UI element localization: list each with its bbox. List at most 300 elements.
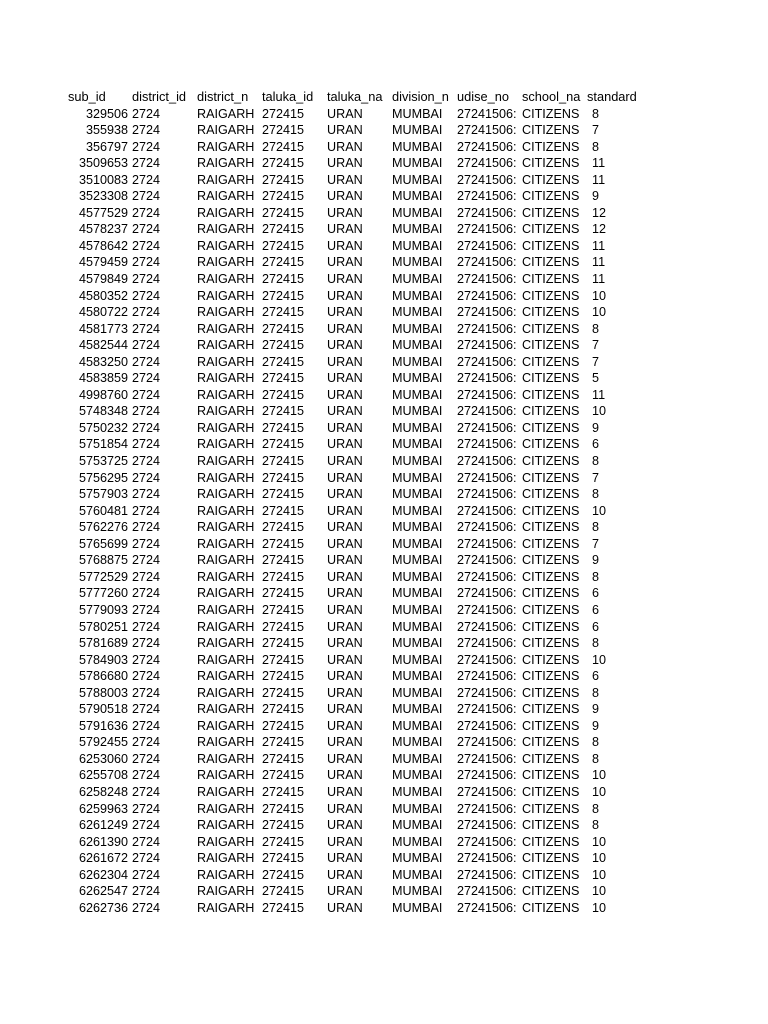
cell-division-name: MUMBAI xyxy=(392,321,443,336)
cell-standard: 9 xyxy=(592,420,600,435)
cell-standard: 8 xyxy=(592,751,600,766)
cell-taluka-name: URAN xyxy=(327,454,363,469)
cell-standard: 9 xyxy=(592,189,600,204)
cell-sub-id: 355938 xyxy=(85,123,128,138)
cell-taluka-name: URAN xyxy=(327,238,363,253)
cell-district-name: RAIGARH xyxy=(197,751,255,766)
cell-district-id: 2724 xyxy=(132,636,161,651)
cell-sub-id: 5753725 xyxy=(78,454,128,469)
table-row xyxy=(65,900,685,917)
cell-standard: 8 xyxy=(592,454,600,469)
cell-district-id: 2724 xyxy=(132,652,161,667)
cell-udise-no: 27241506: xyxy=(457,801,517,816)
cell-school-name: CITIZENS xyxy=(522,685,580,700)
column-header-school-name: school_na xyxy=(522,89,581,104)
cell-school-name: CITIZENS xyxy=(522,222,580,237)
cell-sub-id: 5792455 xyxy=(78,735,128,750)
table-row xyxy=(65,668,685,685)
cell-standard: 8 xyxy=(592,801,600,816)
cell-taluka-id: 272415 xyxy=(262,387,305,402)
cell-division-name: MUMBAI xyxy=(392,520,443,535)
cell-district-name: RAIGARH xyxy=(197,404,255,419)
cell-school-name: CITIZENS xyxy=(522,470,580,485)
cell-udise-no: 27241506: xyxy=(457,404,517,419)
cell-school-name: CITIZENS xyxy=(522,784,580,799)
cell-division-name: MUMBAI xyxy=(392,503,443,518)
cell-district-id: 2724 xyxy=(132,288,161,303)
cell-standard: 11 xyxy=(592,387,606,402)
cell-district-name: RAIGARH xyxy=(197,553,255,568)
table-row xyxy=(65,436,685,453)
cell-udise-no: 27241506: xyxy=(457,288,517,303)
cell-udise-no: 27241506: xyxy=(457,371,517,386)
cell-school-name: CITIZENS xyxy=(522,801,580,816)
cell-taluka-id: 272415 xyxy=(262,470,305,485)
cell-udise-no: 27241506: xyxy=(457,569,517,584)
cell-taluka-name: URAN xyxy=(327,189,363,204)
cell-taluka-id: 272415 xyxy=(262,602,305,617)
cell-school-name: CITIZENS xyxy=(522,106,580,121)
table-row xyxy=(65,685,685,702)
cell-udise-no: 27241506: xyxy=(457,156,517,171)
cell-division-name: MUMBAI xyxy=(392,818,443,833)
table-row xyxy=(65,370,685,387)
cell-taluka-id: 272415 xyxy=(262,768,305,783)
cell-udise-no: 27241506: xyxy=(457,205,517,220)
cell-sub-id: 6262547 xyxy=(78,884,128,899)
cell-district-id: 2724 xyxy=(132,569,161,584)
cell-taluka-name: URAN xyxy=(327,255,363,270)
cell-school-name: CITIZENS xyxy=(522,205,580,220)
cell-school-name: CITIZENS xyxy=(522,884,580,899)
cell-school-name: CITIZENS xyxy=(522,900,580,915)
cell-school-name: CITIZENS xyxy=(522,652,580,667)
cell-district-id: 2724 xyxy=(132,371,161,386)
cell-district-name: RAIGARH xyxy=(197,321,255,336)
table-row xyxy=(65,354,685,371)
cell-taluka-id: 272415 xyxy=(262,487,305,502)
cell-division-name: MUMBAI xyxy=(392,354,443,369)
cell-school-name: CITIZENS xyxy=(522,437,580,452)
cell-taluka-id: 272415 xyxy=(262,884,305,899)
cell-district-name: RAIGARH xyxy=(197,288,255,303)
cell-sub-id: 6262736 xyxy=(78,900,128,915)
cell-udise-no: 27241506: xyxy=(457,685,517,700)
cell-district-id: 2724 xyxy=(132,420,161,435)
cell-taluka-name: URAN xyxy=(327,536,363,551)
cell-district-id: 2724 xyxy=(132,536,161,551)
cell-udise-no: 27241506: xyxy=(457,619,517,634)
cell-taluka-name: URAN xyxy=(327,900,363,915)
spreadsheet-table xyxy=(65,89,685,916)
cell-standard: 9 xyxy=(592,702,600,717)
cell-district-name: RAIGARH xyxy=(197,338,255,353)
cell-school-name: CITIZENS xyxy=(522,305,580,320)
table-row xyxy=(65,519,685,536)
table-row xyxy=(65,503,685,520)
cell-division-name: MUMBAI xyxy=(392,338,443,353)
cell-district-id: 2724 xyxy=(132,900,161,915)
cell-sub-id: 356797 xyxy=(85,139,128,154)
cell-district-name: RAIGARH xyxy=(197,619,255,634)
cell-district-name: RAIGARH xyxy=(197,900,255,915)
cell-udise-no: 27241506: xyxy=(457,702,517,717)
cell-standard: 6 xyxy=(592,669,600,684)
table-row xyxy=(65,172,685,189)
cell-division-name: MUMBAI xyxy=(392,420,443,435)
cell-taluka-id: 272415 xyxy=(262,139,305,154)
cell-taluka-name: URAN xyxy=(327,685,363,700)
cell-taluka-id: 272415 xyxy=(262,636,305,651)
cell-district-name: RAIGARH xyxy=(197,387,255,402)
table-row xyxy=(65,321,685,338)
cell-taluka-name: URAN xyxy=(327,520,363,535)
cell-sub-id: 3510083 xyxy=(78,172,128,187)
cell-division-name: MUMBAI xyxy=(392,172,443,187)
cell-district-id: 2724 xyxy=(132,123,161,138)
cell-division-name: MUMBAI xyxy=(392,387,443,402)
cell-standard: 12 xyxy=(592,205,607,220)
cell-school-name: CITIZENS xyxy=(522,520,580,535)
cell-udise-no: 27241506: xyxy=(457,272,517,287)
table-row xyxy=(65,254,685,271)
cell-taluka-id: 272415 xyxy=(262,867,305,882)
cell-division-name: MUMBAI xyxy=(392,702,443,717)
cell-taluka-name: URAN xyxy=(327,652,363,667)
cell-district-name: RAIGARH xyxy=(197,702,255,717)
cell-taluka-name: URAN xyxy=(327,602,363,617)
cell-division-name: MUMBAI xyxy=(392,536,443,551)
table-row xyxy=(65,635,685,652)
cell-udise-no: 27241506: xyxy=(457,338,517,353)
cell-taluka-id: 272415 xyxy=(262,818,305,833)
column-header-division-name: division_n xyxy=(392,89,449,104)
cell-division-name: MUMBAI xyxy=(392,884,443,899)
cell-standard: 10 xyxy=(592,784,607,799)
cell-division-name: MUMBAI xyxy=(392,487,443,502)
column-header-sub-id: sub_id xyxy=(68,89,106,104)
cell-district-name: RAIGARH xyxy=(197,768,255,783)
cell-division-name: MUMBAI xyxy=(392,619,443,634)
cell-division-name: MUMBAI xyxy=(392,305,443,320)
cell-sub-id: 5788003 xyxy=(78,685,128,700)
cell-standard: 10 xyxy=(592,884,607,899)
cell-standard: 8 xyxy=(592,139,600,154)
cell-district-id: 2724 xyxy=(132,586,161,601)
cell-sub-id: 6255708 xyxy=(78,768,128,783)
cell-taluka-name: URAN xyxy=(327,619,363,634)
cell-district-name: RAIGARH xyxy=(197,139,255,154)
cell-division-name: MUMBAI xyxy=(392,222,443,237)
cell-sub-id: 5780251 xyxy=(78,619,128,634)
cell-district-name: RAIGARH xyxy=(197,586,255,601)
cell-taluka-id: 272415 xyxy=(262,205,305,220)
cell-standard: 7 xyxy=(592,536,600,551)
table-row xyxy=(65,304,685,321)
table-row xyxy=(65,288,685,305)
cell-district-name: RAIGARH xyxy=(197,652,255,667)
table-row xyxy=(65,238,685,255)
cell-udise-no: 27241506: xyxy=(457,536,517,551)
cell-standard: 10 xyxy=(592,652,607,667)
cell-sub-id: 6261390 xyxy=(78,834,128,849)
cell-taluka-id: 272415 xyxy=(262,801,305,816)
cell-district-id: 2724 xyxy=(132,685,161,700)
cell-district-id: 2724 xyxy=(132,437,161,452)
cell-sub-id: 4579849 xyxy=(78,272,128,287)
cell-udise-no: 27241506: xyxy=(457,189,517,204)
cell-district-name: RAIGARH xyxy=(197,851,255,866)
column-header-taluka-id: taluka_id xyxy=(262,89,314,104)
cell-standard: 8 xyxy=(592,569,600,584)
cell-udise-no: 27241506: xyxy=(457,238,517,253)
table-row xyxy=(65,453,685,470)
cell-school-name: CITIZENS xyxy=(522,288,580,303)
cell-sub-id: 5751854 xyxy=(78,437,128,452)
cell-division-name: MUMBAI xyxy=(392,139,443,154)
cell-taluka-name: URAN xyxy=(327,172,363,187)
cell-district-name: RAIGARH xyxy=(197,371,255,386)
cell-district-name: RAIGARH xyxy=(197,454,255,469)
cell-taluka-id: 272415 xyxy=(262,437,305,452)
cell-taluka-name: URAN xyxy=(327,371,363,386)
cell-district-id: 2724 xyxy=(132,553,161,568)
cell-division-name: MUMBAI xyxy=(392,652,443,667)
cell-udise-no: 27241506: xyxy=(457,454,517,469)
cell-taluka-name: URAN xyxy=(327,354,363,369)
column-header-taluka-name: taluka_na xyxy=(327,89,383,104)
cell-district-id: 2724 xyxy=(132,884,161,899)
cell-district-id: 2724 xyxy=(132,851,161,866)
cell-taluka-name: URAN xyxy=(327,123,363,138)
cell-standard: 8 xyxy=(592,106,600,121)
cell-district-id: 2724 xyxy=(132,487,161,502)
cell-standard: 10 xyxy=(592,867,607,882)
cell-school-name: CITIZENS xyxy=(522,404,580,419)
cell-school-name: CITIZENS xyxy=(522,354,580,369)
cell-udise-no: 27241506: xyxy=(457,867,517,882)
cell-taluka-name: URAN xyxy=(327,586,363,601)
cell-taluka-name: URAN xyxy=(327,834,363,849)
cell-taluka-name: URAN xyxy=(327,702,363,717)
table-row xyxy=(65,652,685,669)
cell-udise-no: 27241506: xyxy=(457,172,517,187)
cell-taluka-id: 272415 xyxy=(262,718,305,733)
cell-taluka-name: URAN xyxy=(327,751,363,766)
table-row xyxy=(65,867,685,884)
cell-taluka-id: 272415 xyxy=(262,784,305,799)
table-row xyxy=(65,751,685,768)
cell-division-name: MUMBAI xyxy=(392,437,443,452)
cell-udise-no: 27241506: xyxy=(457,387,517,402)
cell-sub-id: 6259963 xyxy=(78,801,128,816)
cell-district-name: RAIGARH xyxy=(197,123,255,138)
table-row xyxy=(65,817,685,834)
cell-school-name: CITIZENS xyxy=(522,255,580,270)
cell-district-id: 2724 xyxy=(132,470,161,485)
table-row xyxy=(65,420,685,437)
cell-taluka-name: URAN xyxy=(327,818,363,833)
cell-standard: 9 xyxy=(592,718,600,733)
cell-division-name: MUMBAI xyxy=(392,801,443,816)
cell-sub-id: 329506 xyxy=(85,106,128,121)
cell-school-name: CITIZENS xyxy=(522,238,580,253)
cell-standard: 7 xyxy=(592,123,600,138)
cell-taluka-id: 272415 xyxy=(262,536,305,551)
cell-division-name: MUMBAI xyxy=(392,255,443,270)
cell-taluka-name: URAN xyxy=(327,272,363,287)
table-row xyxy=(65,271,685,288)
cell-district-name: RAIGARH xyxy=(197,867,255,882)
cell-district-id: 2724 xyxy=(132,321,161,336)
cell-taluka-id: 272415 xyxy=(262,454,305,469)
cell-standard: 6 xyxy=(592,437,600,452)
table-row xyxy=(65,205,685,222)
cell-udise-no: 27241506: xyxy=(457,669,517,684)
cell-school-name: CITIZENS xyxy=(522,636,580,651)
cell-taluka-name: URAN xyxy=(327,669,363,684)
table-row xyxy=(65,801,685,818)
cell-school-name: CITIZENS xyxy=(522,834,580,849)
cell-sub-id: 5762276 xyxy=(78,520,128,535)
cell-district-id: 2724 xyxy=(132,338,161,353)
cell-standard: 10 xyxy=(592,851,607,866)
header-row xyxy=(65,89,685,106)
cell-district-name: RAIGARH xyxy=(197,222,255,237)
table-row xyxy=(65,701,685,718)
cell-taluka-name: URAN xyxy=(327,718,363,733)
cell-udise-no: 27241506: xyxy=(457,139,517,154)
cell-sub-id: 5760481 xyxy=(78,503,128,518)
cell-standard: 6 xyxy=(592,602,600,617)
cell-taluka-id: 272415 xyxy=(262,553,305,568)
cell-udise-no: 27241506: xyxy=(457,305,517,320)
table-row xyxy=(65,188,685,205)
cell-udise-no: 27241506: xyxy=(457,255,517,270)
cell-division-name: MUMBAI xyxy=(392,834,443,849)
cell-sub-id: 5768875 xyxy=(78,553,128,568)
cell-division-name: MUMBAI xyxy=(392,123,443,138)
table-row xyxy=(65,585,685,602)
cell-school-name: CITIZENS xyxy=(522,818,580,833)
cell-taluka-name: URAN xyxy=(327,420,363,435)
cell-standard: 10 xyxy=(592,305,607,320)
cell-district-name: RAIGARH xyxy=(197,238,255,253)
cell-district-name: RAIGARH xyxy=(197,536,255,551)
cell-sub-id: 3523308 xyxy=(78,189,128,204)
cell-standard: 5 xyxy=(592,371,600,386)
cell-division-name: MUMBAI xyxy=(392,768,443,783)
cell-district-id: 2724 xyxy=(132,768,161,783)
cell-taluka-id: 272415 xyxy=(262,123,305,138)
cell-taluka-id: 272415 xyxy=(262,288,305,303)
cell-division-name: MUMBAI xyxy=(392,371,443,386)
cell-standard: 9 xyxy=(592,553,600,568)
cell-school-name: CITIZENS xyxy=(522,702,580,717)
cell-district-id: 2724 xyxy=(132,139,161,154)
cell-taluka-name: URAN xyxy=(327,851,363,866)
cell-school-name: CITIZENS xyxy=(522,454,580,469)
cell-taluka-name: URAN xyxy=(327,884,363,899)
cell-standard: 6 xyxy=(592,619,600,634)
cell-sub-id: 5786680 xyxy=(78,669,128,684)
cell-school-name: CITIZENS xyxy=(522,503,580,518)
cell-standard: 11 xyxy=(592,255,606,270)
cell-taluka-id: 272415 xyxy=(262,569,305,584)
column-header-standard: standard xyxy=(587,89,637,104)
cell-district-name: RAIGARH xyxy=(197,205,255,220)
cell-taluka-name: URAN xyxy=(327,387,363,402)
table-row xyxy=(65,486,685,503)
cell-taluka-id: 272415 xyxy=(262,338,305,353)
cell-taluka-name: URAN xyxy=(327,768,363,783)
cell-district-name: RAIGARH xyxy=(197,735,255,750)
cell-standard: 8 xyxy=(592,636,600,651)
cell-school-name: CITIZENS xyxy=(522,139,580,154)
cell-school-name: CITIZENS xyxy=(522,768,580,783)
cell-division-name: MUMBAI xyxy=(392,272,443,287)
cell-division-name: MUMBAI xyxy=(392,784,443,799)
cell-sub-id: 5781689 xyxy=(78,636,128,651)
cell-standard: 8 xyxy=(592,818,600,833)
cell-division-name: MUMBAI xyxy=(392,636,443,651)
cell-school-name: CITIZENS xyxy=(522,867,580,882)
cell-division-name: MUMBAI xyxy=(392,751,443,766)
cell-district-id: 2724 xyxy=(132,172,161,187)
cell-district-name: RAIGARH xyxy=(197,685,255,700)
cell-school-name: CITIZENS xyxy=(522,669,580,684)
cell-udise-no: 27241506: xyxy=(457,354,517,369)
cell-standard: 10 xyxy=(592,503,607,518)
cell-sub-id: 5790518 xyxy=(78,702,128,717)
cell-sub-id: 4998760 xyxy=(78,387,128,402)
cell-taluka-id: 272415 xyxy=(262,172,305,187)
cell-school-name: CITIZENS xyxy=(522,718,580,733)
cell-standard: 6 xyxy=(592,586,600,601)
cell-udise-no: 27241506: xyxy=(457,652,517,667)
cell-taluka-name: URAN xyxy=(327,288,363,303)
cell-taluka-id: 272415 xyxy=(262,586,305,601)
cell-standard: 7 xyxy=(592,470,600,485)
cell-division-name: MUMBAI xyxy=(392,735,443,750)
cell-sub-id: 6262304 xyxy=(78,867,128,882)
cell-sub-id: 4580352 xyxy=(78,288,128,303)
table-row xyxy=(65,767,685,784)
cell-udise-no: 27241506: xyxy=(457,437,517,452)
table-row xyxy=(65,106,685,123)
cell-udise-no: 27241506: xyxy=(457,834,517,849)
cell-division-name: MUMBAI xyxy=(392,867,443,882)
cell-taluka-name: URAN xyxy=(327,156,363,171)
cell-school-name: CITIZENS xyxy=(522,487,580,502)
cell-district-id: 2724 xyxy=(132,735,161,750)
cell-district-name: RAIGARH xyxy=(197,520,255,535)
cell-sub-id: 4578642 xyxy=(78,238,128,253)
cell-district-id: 2724 xyxy=(132,818,161,833)
cell-district-id: 2724 xyxy=(132,222,161,237)
table-row xyxy=(65,337,685,354)
cell-sub-id: 5784903 xyxy=(78,652,128,667)
table-row xyxy=(65,883,685,900)
table-row xyxy=(65,536,685,553)
cell-district-id: 2724 xyxy=(132,751,161,766)
cell-standard: 8 xyxy=(592,520,600,535)
cell-district-name: RAIGARH xyxy=(197,487,255,502)
cell-sub-id: 5750232 xyxy=(78,420,128,435)
cell-udise-no: 27241506: xyxy=(457,900,517,915)
cell-district-name: RAIGARH xyxy=(197,106,255,121)
cell-school-name: CITIZENS xyxy=(522,156,580,171)
